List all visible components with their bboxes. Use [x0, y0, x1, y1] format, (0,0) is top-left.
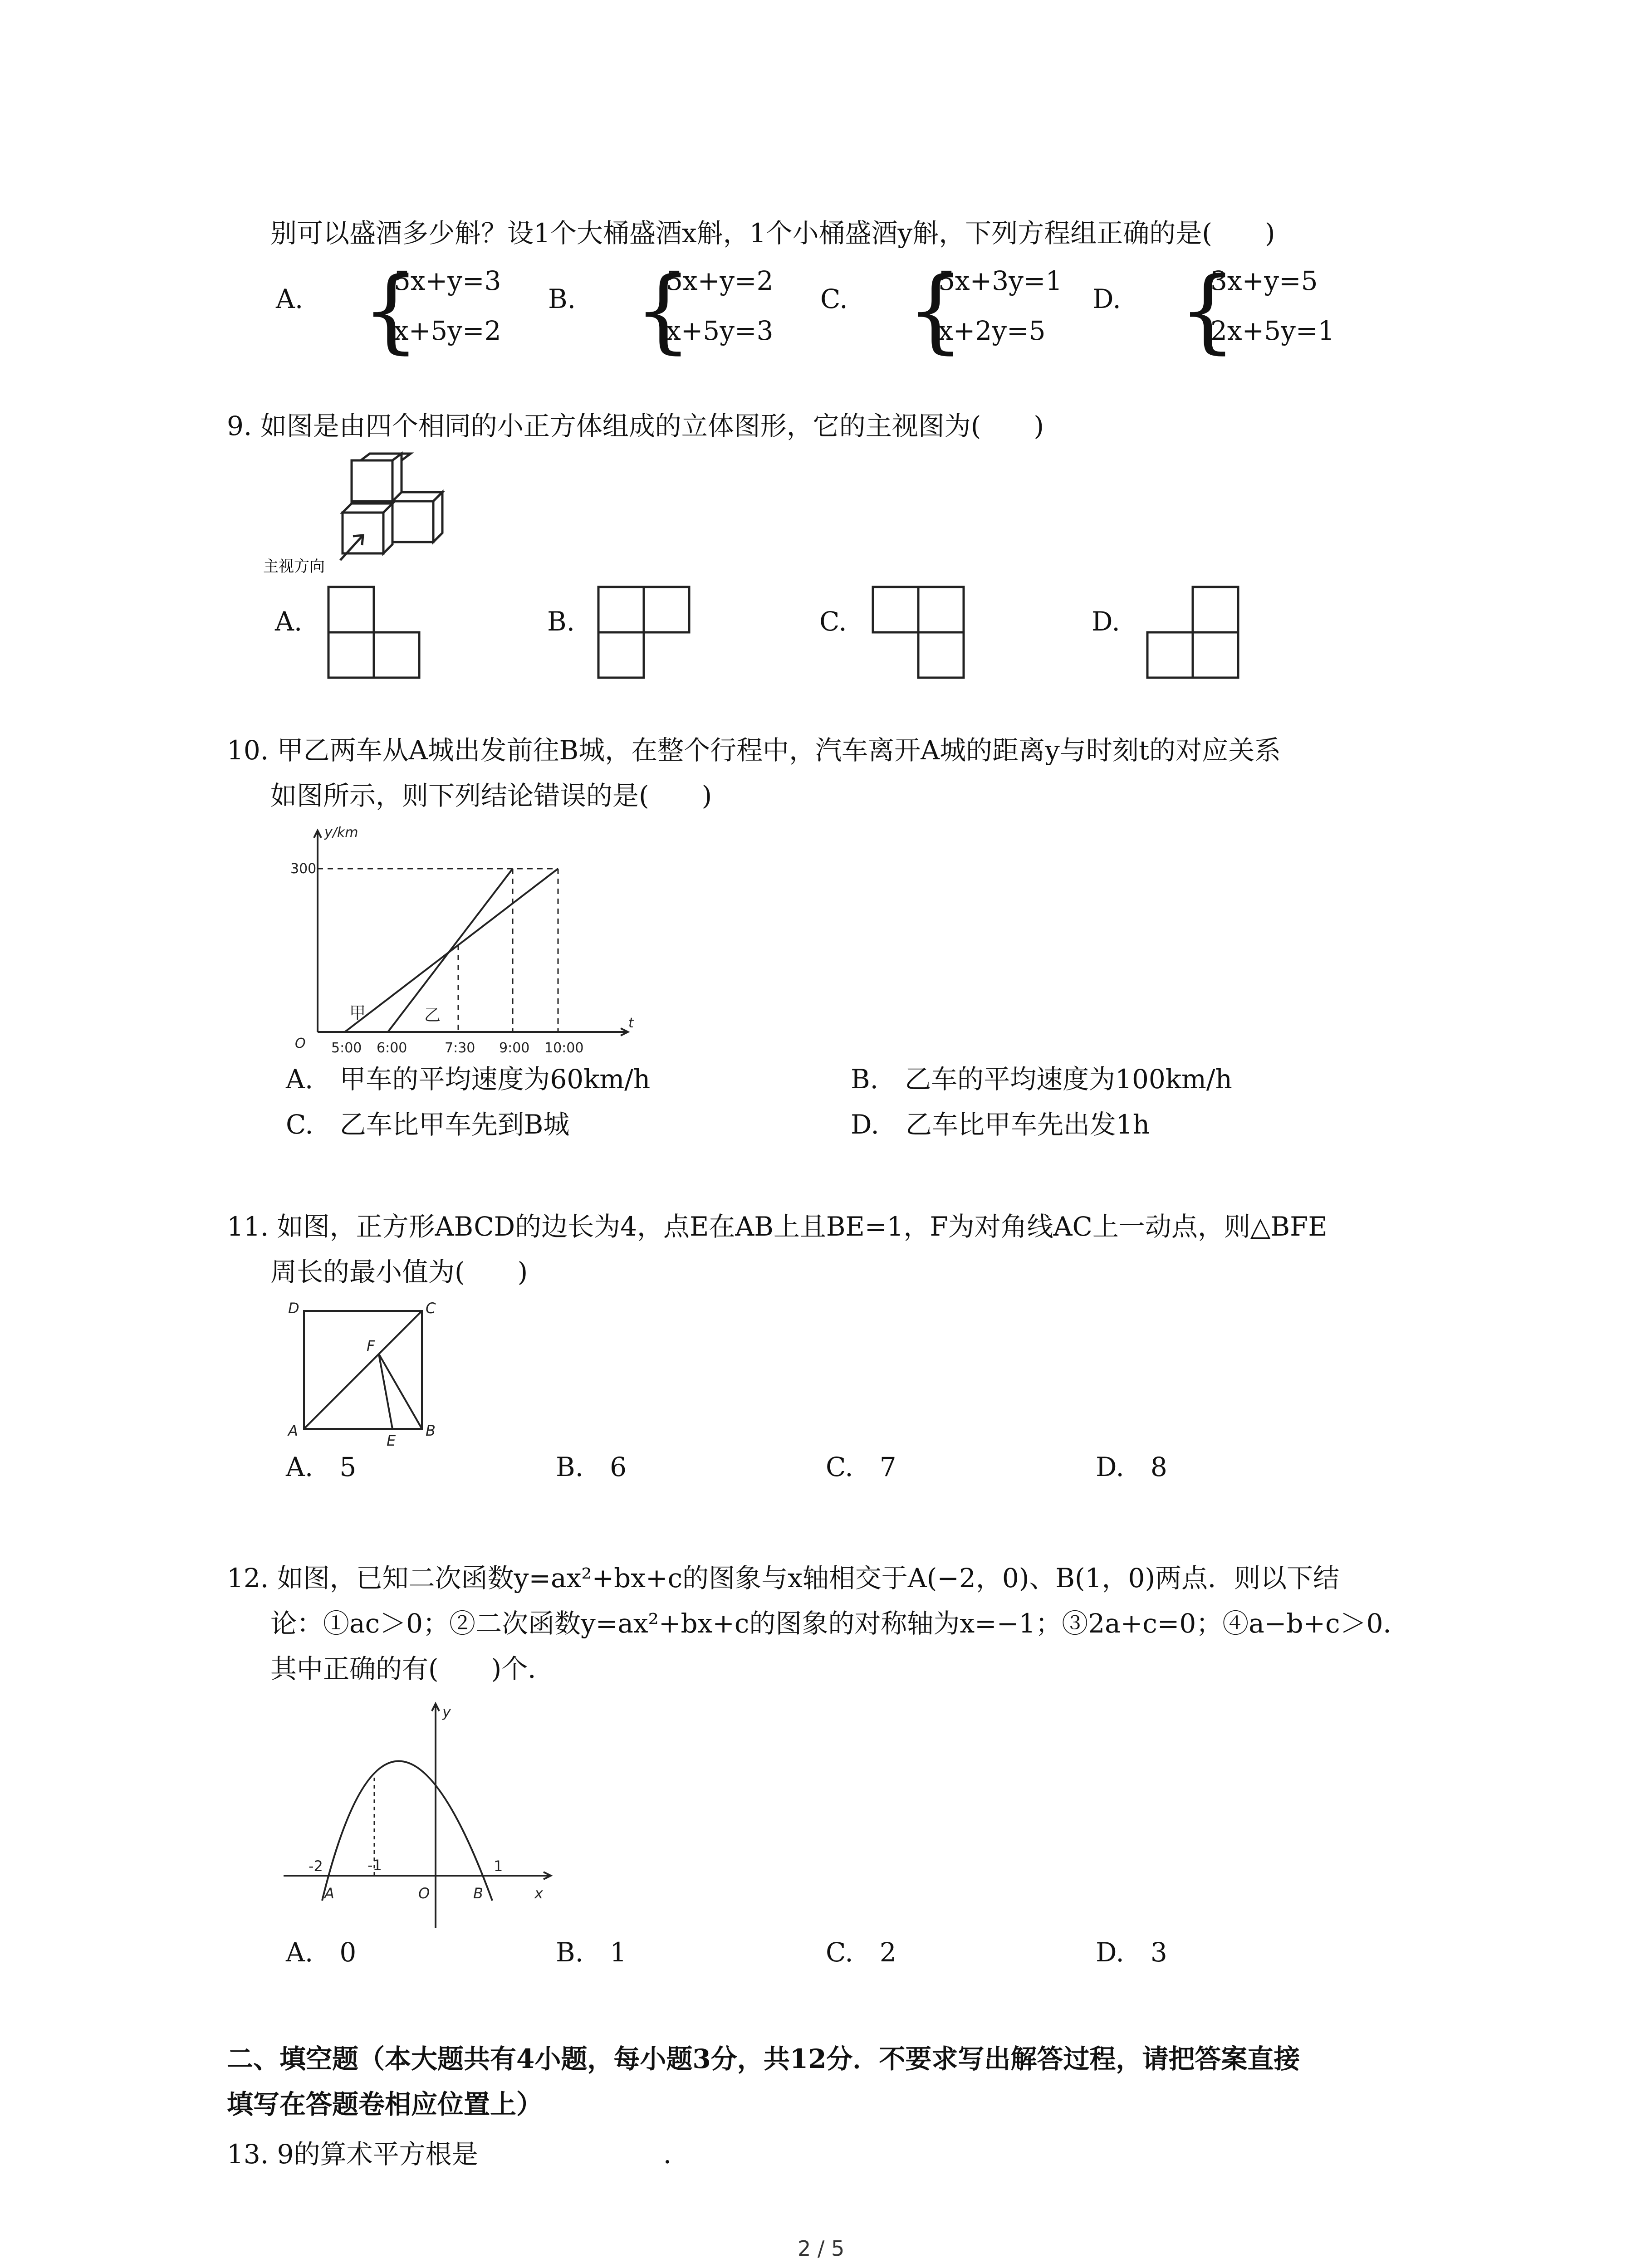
- q12-ylabel: y: [442, 1703, 451, 1721]
- q12-option-d[interactable]: D. 3: [1096, 1937, 1167, 1968]
- q9-direction-label: 主视方向: [263, 557, 325, 576]
- q12-option-c[interactable]: C. 2: [826, 1937, 896, 1968]
- q11-option-a[interactable]: A. 5: [286, 1452, 357, 1482]
- q12-text-line2: 论：①ac＞0；②二次函数y=ax²+bx+c的图象的对称轴为x=−1；③2a+c=0；④a−b+c＞0．: [270, 1608, 1410, 1639]
- q11-point-a: A: [288, 1422, 298, 1439]
- q11-text-line1: 11. 如图，正方形ABCD的边长为4，点E在AB上且BE=1，F为对角线AC上一动点，则△BFE: [227, 1211, 1327, 1242]
- q9-text: 9. 如图是由四个相同的小正方体组成的立体图形，它的主视图为( ): [227, 411, 1044, 441]
- q11-point-d: D: [288, 1300, 299, 1317]
- q10-text-line2: 如图所示，则下列结论错误的是( ): [270, 780, 712, 811]
- q9-option-d-figure[interactable]: [1146, 585, 1241, 680]
- q10-xlabel: t: [628, 1015, 634, 1031]
- section2-heading-line2: 填写在答题卷相应位置上）: [227, 2089, 543, 2120]
- q10-xtick-2: 7:30: [445, 1040, 475, 1056]
- q10-xtick-4: 10:00: [544, 1040, 584, 1056]
- q10-origin: O: [295, 1036, 306, 1051]
- q11-option-c[interactable]: C. 7: [826, 1452, 896, 1482]
- q10-ylabel: y/km: [324, 825, 358, 841]
- q10-series-yi: 乙: [424, 1006, 441, 1025]
- q11-point-e: E: [387, 1432, 396, 1449]
- q9-cube-figure: [263, 454, 481, 585]
- q10-option-b[interactable]: B. 乙车的平均速度为100km/h: [851, 1064, 1232, 1095]
- q10-series-jia: 甲: [349, 1004, 366, 1022]
- q10-option-d[interactable]: D. 乙车比甲车先出发1h: [851, 1109, 1150, 1140]
- q12-option-b[interactable]: B. 1: [556, 1937, 627, 1968]
- q12-parabola-graph: [277, 1699, 558, 1935]
- q11-option-b[interactable]: B. 6: [556, 1452, 627, 1482]
- q12-label-1: 1: [494, 1857, 503, 1875]
- q11-point-b: B: [426, 1422, 436, 1439]
- q10-option-a[interactable]: A. 甲车的平均速度为60km/h: [286, 1064, 651, 1095]
- q12-point-a: A: [324, 1885, 334, 1902]
- q12-xlabel: x: [534, 1885, 543, 1902]
- q11-point-c: C: [426, 1300, 436, 1317]
- q11-text-line2: 周长的最小值为( ): [270, 1256, 528, 1287]
- q12-option-a[interactable]: A. 0: [286, 1937, 357, 1968]
- q11-point-f: F: [367, 1337, 375, 1354]
- q10-xtick-0: 5:00: [331, 1040, 362, 1056]
- q9-option-a-label[interactable]: A.: [275, 606, 303, 637]
- q9-option-c-label[interactable]: C.: [819, 606, 847, 637]
- q12-text-line1: 12. 如图，已知二次函数y=ax²+bx+c的图象与x轴相交于A(−2，0)、B(1，0)两点．则以下结: [227, 1563, 1340, 1593]
- page-number: 2 / 5: [798, 2236, 845, 2261]
- q10-option-c[interactable]: C. 乙车比甲车先到B城: [286, 1109, 570, 1140]
- q9-option-b-label[interactable]: B.: [547, 606, 575, 637]
- q11-option-d[interactable]: D. 8: [1096, 1452, 1167, 1482]
- q13-blank-end: ．: [663, 2139, 690, 2170]
- q10-text-line1: 10. 甲乙两车从A城出发前往B城，在整个行程中，汽车离开A城的距离y与时刻t的对应关系: [227, 735, 1281, 766]
- q13-text: 13. 9的算术平方根是: [227, 2139, 478, 2170]
- q12-label-neg1: -1: [367, 1857, 382, 1874]
- q12-point-b: B: [473, 1885, 483, 1902]
- q9-option-b-figure[interactable]: [597, 585, 692, 680]
- q12-text-line3: 其中正确的有( )个．: [270, 1653, 554, 1684]
- q10-ytick: 300: [290, 861, 317, 877]
- section2-heading-line1: 二、填空题（本大题共有4小题，每小题3分，共12分．不要求写出解答过程，请把答案直接: [227, 2043, 1300, 2074]
- q10-xtick-3: 9:00: [499, 1040, 530, 1056]
- q12-origin: O: [418, 1885, 430, 1902]
- q9-option-d-label[interactable]: D.: [1092, 606, 1120, 637]
- q12-label-neg2: -2: [309, 1857, 323, 1875]
- q9-option-c-figure[interactable]: [871, 585, 966, 680]
- q9-option-a-figure[interactable]: [327, 585, 422, 680]
- q10-graph: [290, 819, 644, 1059]
- q10-xtick-1: 6:00: [377, 1040, 407, 1056]
- q8-continuation: 别可以盛酒多少斛？设1个大桶盛酒x斛，1个小桶盛酒y斛，下列方程组正确的是( ): [270, 218, 1275, 249]
- q11-square-figure: [281, 1295, 445, 1449]
